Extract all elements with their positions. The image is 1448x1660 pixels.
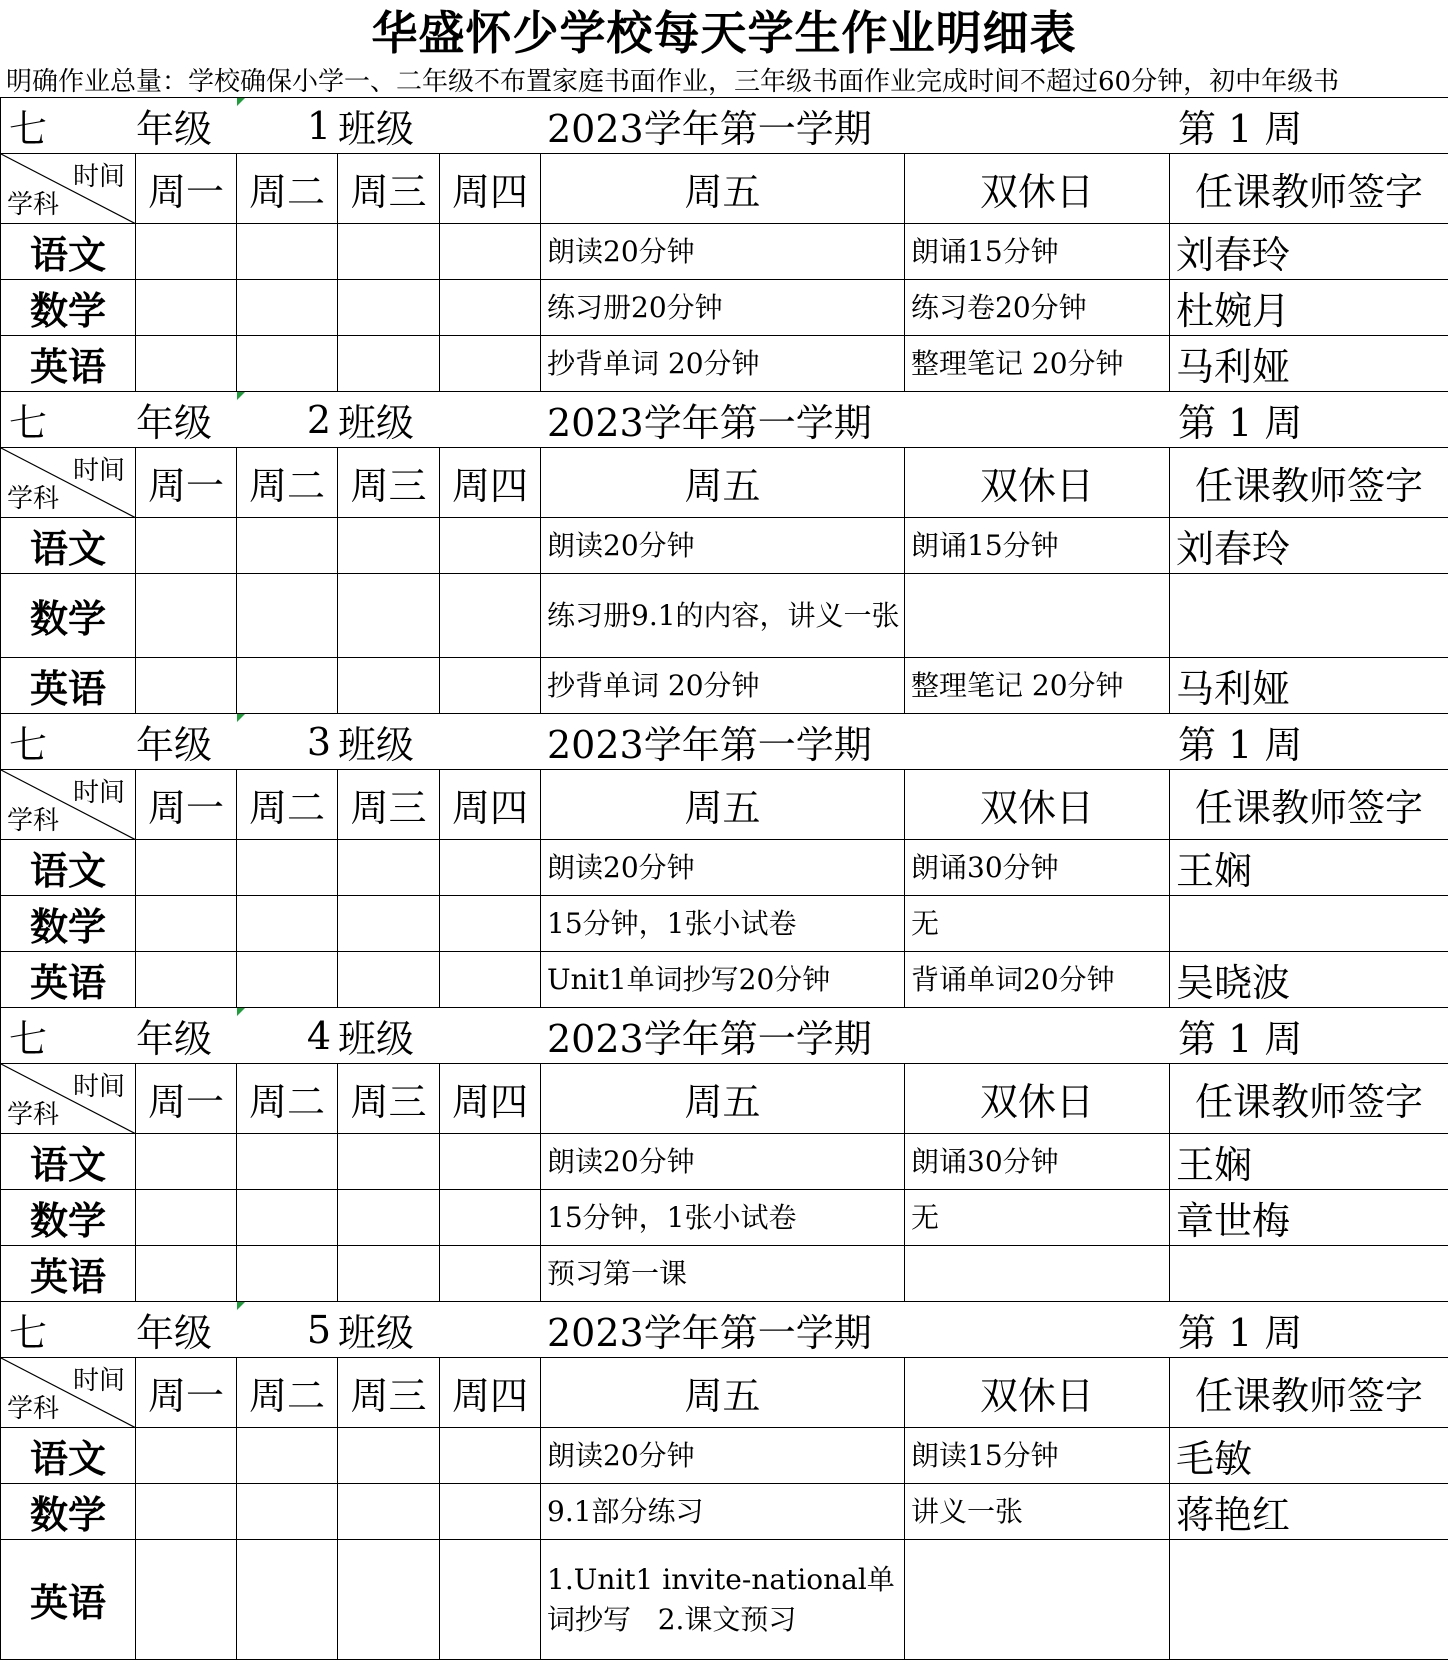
homework-tue-cell [237,840,338,896]
homework-thu-cell [440,840,541,896]
col-teacher-signature-header: 任课教师签字 [1170,154,1448,224]
homework-wed-cell [338,518,440,574]
teacher-signature: 蒋艳红 [1170,1484,1448,1540]
col-weekend-header: 双休日 [905,448,1170,518]
col-wed-header: 周三 [338,1064,440,1134]
diag-time-label: 时间 [73,772,125,809]
class-number-cell [237,1008,338,1064]
column-header-row [1,1064,1448,1134]
homework-tue-cell [237,1246,338,1302]
diag-subject-label: 学科 [7,1388,59,1425]
week-label: 第 1 周 [1170,714,1448,770]
table-row [1,952,1448,1008]
empty-cell [440,98,541,154]
subject-name: 数学 [1,574,136,658]
class-label: 班级 [338,1008,440,1064]
homework-wed-cell [338,1134,440,1190]
homework-weekend-cell: 整理笔记 20分钟 [905,336,1170,392]
homework-fri-cell: 练习册9.1的内容，讲义一张 [541,574,905,658]
class-number: 5 [307,1308,331,1352]
homework-weekend-cell: 无 [905,1190,1170,1246]
week-label: 第 1 周 [1170,1302,1448,1358]
col-mon-header: 周一 [136,154,237,224]
homework-thu-cell [440,1484,541,1540]
grade-label: 年级 [136,98,237,154]
teacher-signature: 刘春玲 [1170,224,1448,280]
homework-tue-cell [237,1540,338,1660]
homework-thu-cell [440,1540,541,1660]
comment-marker-icon [237,98,245,106]
homework-mon-cell [136,1428,237,1484]
homework-mon-cell [136,1246,237,1302]
homework-weekend-cell: 朗读15分钟 [905,1428,1170,1484]
homework-mon-cell [136,658,237,714]
subject-name: 英语 [1,952,136,1008]
col-weekend-header: 双休日 [905,770,1170,840]
homework-thu-cell [440,1428,541,1484]
empty-cell [440,1008,541,1064]
teacher-signature [1170,1246,1448,1302]
class-number: 3 [307,720,331,764]
homework-thu-cell [440,224,541,280]
homework-thu-cell [440,952,541,1008]
homework-wed-cell [338,1484,440,1540]
homework-weekend-cell: 朗诵30分钟 [905,840,1170,896]
homework-fri-cell: Unit1单词抄写20分钟 [541,952,905,1008]
diagonal-header-cell [1,1064,136,1134]
homework-fri-cell: 朗读20分钟 [541,518,905,574]
subject-name: 语文 [1,1134,136,1190]
homework-thu-cell [440,518,541,574]
diag-subject-label: 学科 [7,800,59,837]
diag-subject-label: 学科 [7,478,59,515]
homework-wed-cell [338,896,440,952]
empty-cell [905,1008,1170,1064]
homework-wed-cell [338,1190,440,1246]
class-number: 1 [307,104,331,148]
col-tue-header: 周二 [237,770,338,840]
homework-weekend-cell: 无 [905,896,1170,952]
homework-wed-cell [338,1428,440,1484]
homework-wed-cell [338,658,440,714]
table-row [1,224,1448,280]
col-wed-header: 周三 [338,770,440,840]
week-label: 第 1 周 [1170,1008,1448,1064]
week-label: 第 1 周 [1170,98,1448,154]
homework-thu-cell [440,1246,541,1302]
semester-label: 2023学年第一学期 [541,1302,905,1358]
section-header-row [1,1008,1448,1064]
semester-label: 2023学年第一学期 [541,1008,905,1064]
homework-fri-cell: 抄背单词 20分钟 [541,336,905,392]
subject-name: 语文 [1,840,136,896]
col-tue-header: 周二 [237,448,338,518]
table-row [1,1190,1448,1246]
homework-fri-cell: 9.1部分练习 [541,1484,905,1540]
comment-marker-icon [237,1008,245,1016]
empty-cell [905,714,1170,770]
col-mon-header: 周一 [136,448,237,518]
column-header-row [1,448,1448,518]
class-number-cell [237,392,338,448]
homework-wed-cell [338,574,440,658]
homework-mon-cell [136,518,237,574]
homework-wed-cell [338,280,440,336]
week-label: 第 1 周 [1170,392,1448,448]
homework-fri-cell: 预习第一课 [541,1246,905,1302]
homework-mon-cell [136,336,237,392]
semester-label: 2023学年第一学期 [541,392,905,448]
homework-mon-cell [136,1484,237,1540]
table-row [1,658,1448,714]
table-row [1,1246,1448,1302]
subject-name: 数学 [1,896,136,952]
homework-thu-cell [440,280,541,336]
homework-mon-cell [136,1134,237,1190]
empty-cell [440,714,541,770]
homework-fri-cell: 15分钟，1张小试卷 [541,896,905,952]
table-row [1,1134,1448,1190]
teacher-signature: 王娴 [1170,1134,1448,1190]
semester-label: 2023学年第一学期 [541,714,905,770]
col-mon-header: 周一 [136,770,237,840]
homework-table [0,97,1448,1660]
subject-name: 英语 [1,658,136,714]
teacher-signature: 马利娅 [1170,336,1448,392]
col-weekend-header: 双休日 [905,154,1170,224]
comment-marker-icon [237,714,245,722]
col-fri-header: 周五 [541,1358,905,1428]
subject-name: 语文 [1,518,136,574]
column-header-row [1,770,1448,840]
class-number: 4 [307,1014,331,1058]
homework-mon-cell [136,840,237,896]
homework-tue-cell [237,1428,338,1484]
subject-name: 英语 [1,1246,136,1302]
homework-tue-cell [237,658,338,714]
homework-tue-cell [237,896,338,952]
homework-mon-cell [136,1540,237,1660]
homework-weekend-cell: 朗诵15分钟 [905,224,1170,280]
homework-weekend-cell: 讲义一张 [905,1484,1170,1540]
empty-cell [905,98,1170,154]
homework-mon-cell [136,896,237,952]
teacher-signature: 章世梅 [1170,1190,1448,1246]
homework-fri-cell: 朗读20分钟 [541,1428,905,1484]
table-row [1,1484,1448,1540]
col-thu-header: 周四 [440,154,541,224]
class-label: 班级 [338,98,440,154]
homework-wed-cell [338,840,440,896]
table-row [1,280,1448,336]
homework-fri-cell: 朗读20分钟 [541,840,905,896]
column-header-row [1,1358,1448,1428]
col-fri-header: 周五 [541,1064,905,1134]
section-header-row [1,392,1448,448]
diagonal-header-cell [1,448,136,518]
homework-tue-cell [237,280,338,336]
grade-label: 年级 [136,1008,237,1064]
homework-fri-cell: 抄背单词 20分钟 [541,658,905,714]
grade-value: 七 [1,392,136,448]
grade-value: 七 [1,98,136,154]
subject-name: 英语 [1,1540,136,1660]
homework-fri-cell: 15分钟，1张小试卷 [541,1190,905,1246]
table-row [1,1540,1448,1660]
column-header-row [1,154,1448,224]
diag-subject-label: 学科 [7,184,59,221]
col-teacher-signature-header: 任课教师签字 [1170,1358,1448,1428]
diagonal-header-cell [1,1358,136,1428]
col-tue-header: 周二 [237,154,338,224]
empty-cell [905,392,1170,448]
col-fri-header: 周五 [541,154,905,224]
diag-time-label: 时间 [73,1066,125,1103]
homework-tue-cell [237,336,338,392]
table-row [1,896,1448,952]
homework-tue-cell [237,1484,338,1540]
table-row [1,574,1448,658]
homework-thu-cell [440,658,541,714]
homework-tue-cell [237,518,338,574]
teacher-signature: 马利娅 [1170,658,1448,714]
teacher-signature: 吴晓波 [1170,952,1448,1008]
teacher-signature: 毛敏 [1170,1428,1448,1484]
diagonal-header-cell [1,770,136,840]
homework-wed-cell [338,1246,440,1302]
homework-mon-cell [136,574,237,658]
grade-label: 年级 [136,1302,237,1358]
col-teacher-signature-header: 任课教师签字 [1170,1064,1448,1134]
diag-subject-label: 学科 [7,1094,59,1131]
homework-thu-cell [440,896,541,952]
homework-fri-cell: 1.Unit1 invite-national单词抄写 2.课文预习 [541,1540,905,1660]
class-number-cell [237,1302,338,1358]
homework-weekend-cell: 背诵单词20分钟 [905,952,1170,1008]
homework-table-container [0,97,1448,1660]
table-row [1,336,1448,392]
homework-weekend-cell [905,1246,1170,1302]
col-mon-header: 周一 [136,1064,237,1134]
comment-marker-icon [237,392,245,400]
homework-weekend-cell: 练习卷20分钟 [905,280,1170,336]
homework-thu-cell [440,1134,541,1190]
class-number-cell [237,98,338,154]
homework-mon-cell [136,224,237,280]
teacher-signature [1170,1540,1448,1660]
page-title: 华盛怀少学校每天学生作业明细表 [0,0,1448,67]
homework-weekend-cell: 朗诵15分钟 [905,518,1170,574]
grade-value: 七 [1,1302,136,1358]
class-label: 班级 [338,714,440,770]
col-teacher-signature-header: 任课教师签字 [1170,770,1448,840]
semester-label: 2023学年第一学期 [541,98,905,154]
diag-time-label: 时间 [73,156,125,193]
homework-thu-cell [440,1190,541,1246]
homework-tue-cell [237,952,338,1008]
grade-label: 年级 [136,392,237,448]
homework-thu-cell [440,336,541,392]
homework-tue-cell [237,224,338,280]
grade-value: 七 [1,714,136,770]
homework-wed-cell [338,1540,440,1660]
class-number-cell [237,714,338,770]
diag-time-label: 时间 [73,1360,125,1397]
teacher-signature [1170,896,1448,952]
col-tue-header: 周二 [237,1358,338,1428]
homework-fri-cell: 朗读20分钟 [541,224,905,280]
col-teacher-signature-header: 任课教师签字 [1170,448,1448,518]
homework-thu-cell [440,574,541,658]
homework-wed-cell [338,952,440,1008]
subject-name: 英语 [1,336,136,392]
homework-mon-cell [136,1190,237,1246]
homework-mon-cell [136,280,237,336]
homework-weekend-cell: 朗诵30分钟 [905,1134,1170,1190]
subject-name: 数学 [1,1484,136,1540]
col-wed-header: 周三 [338,1358,440,1428]
comment-marker-icon [237,1302,245,1310]
class-label: 班级 [338,392,440,448]
homework-wed-cell [338,224,440,280]
subject-name: 语文 [1,1428,136,1484]
col-thu-header: 周四 [440,1064,541,1134]
homework-weekend-cell: 整理笔记 20分钟 [905,658,1170,714]
homework-tue-cell [237,1134,338,1190]
col-weekend-header: 双休日 [905,1064,1170,1134]
col-thu-header: 周四 [440,1358,541,1428]
class-number: 2 [307,398,331,442]
table-row [1,1428,1448,1484]
teacher-signature: 王娴 [1170,840,1448,896]
homework-fri-cell: 练习册20分钟 [541,280,905,336]
empty-cell [905,1302,1170,1358]
subject-name: 语文 [1,224,136,280]
grade-label: 年级 [136,714,237,770]
col-wed-header: 周三 [338,154,440,224]
homework-mon-cell [136,952,237,1008]
diag-time-label: 时间 [73,450,125,487]
homework-wed-cell [338,336,440,392]
col-mon-header: 周一 [136,1358,237,1428]
empty-cell [440,392,541,448]
col-weekend-header: 双休日 [905,1358,1170,1428]
section-header-row [1,98,1448,154]
col-tue-header: 周二 [237,1064,338,1134]
homework-weekend-cell [905,1540,1170,1660]
col-fri-header: 周五 [541,448,905,518]
table-row [1,840,1448,896]
section-header-row [1,1302,1448,1358]
teacher-signature: 刘春玲 [1170,518,1448,574]
col-fri-header: 周五 [541,770,905,840]
homework-table-body [1,98,1448,1660]
table-row [1,518,1448,574]
teacher-signature [1170,574,1448,658]
col-thu-header: 周四 [440,770,541,840]
subject-name: 数学 [1,1190,136,1246]
homework-tue-cell [237,574,338,658]
empty-cell [440,1302,541,1358]
homework-weekend-cell [905,574,1170,658]
homework-notice: 明确作业总量：学校确保小学一、二年级不布置家庭书面作业，三年级书面作业完成时间不超过60分钟，初中年级书 [0,67,1448,97]
homework-fri-cell: 朗读20分钟 [541,1134,905,1190]
homework-tue-cell [237,1190,338,1246]
subject-name: 数学 [1,280,136,336]
col-wed-header: 周三 [338,448,440,518]
teacher-signature: 杜婉月 [1170,280,1448,336]
section-header-row [1,714,1448,770]
class-label: 班级 [338,1302,440,1358]
col-thu-header: 周四 [440,448,541,518]
grade-value: 七 [1,1008,136,1064]
diagonal-header-cell [1,154,136,224]
